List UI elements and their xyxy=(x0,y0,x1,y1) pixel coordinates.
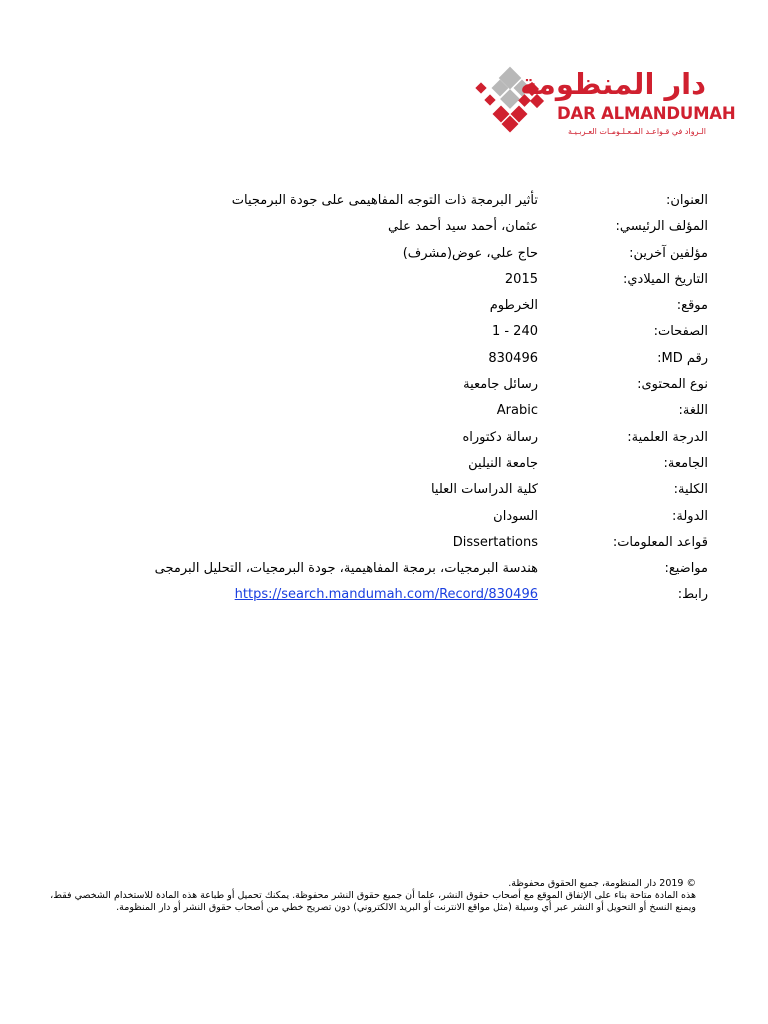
field-row-database xyxy=(0,530,768,556)
field-label: نوع المحتوى: xyxy=(637,377,708,393)
field-label: رقم MD: xyxy=(657,350,708,366)
field-value: Dissertations xyxy=(452,534,538,550)
field-value: 1 - 240 xyxy=(491,324,538,340)
field-label: موقع: xyxy=(676,298,708,314)
field-label: الدرجة العلمية: xyxy=(627,429,708,445)
field-value: تأثير البرمجة ذات التوجه المفاهيمى على جودة البرمجيات xyxy=(231,193,538,208)
usage-notice: هذه المادة متاحة بناء على الإتفاق الموقع مع أصحاب حقوق النشر، علما أن جميع حقوق النشر محفوظة. يمكنك تحميل أو طباعة هذه المادة للاستخدام الشخصي فقط، ويمنع النسخ أو التحويل أو النشر عبر أي وسيلة (مثل مواقع الانترنت أو البريد الالكتروني) دون تصريح خطي من أصحاب حقوق النشر أو دار المنظومة. xyxy=(50,890,696,913)
record-details xyxy=(0,188,768,609)
record-link[interactable]: https://search.mandumah.com/Record/830496 xyxy=(234,587,538,603)
field-label: الدولة: xyxy=(672,508,708,524)
field-row-title xyxy=(0,188,768,214)
field-label: الكلية: xyxy=(673,482,708,498)
field-label: مواضيع: xyxy=(664,561,708,577)
field-value: الخرطوم xyxy=(489,298,538,314)
field-label: العنوان: xyxy=(665,193,708,208)
field-label: قواعد المعلومات: xyxy=(612,534,708,550)
field-row-main-author xyxy=(0,214,768,240)
field-row-md-number xyxy=(0,346,768,372)
field-value: رسالة دكتوراه xyxy=(462,429,538,445)
field-value: Arabic xyxy=(496,403,538,419)
field-label: رابط: xyxy=(677,587,708,603)
field-row-location xyxy=(0,293,768,319)
field-label: الصفحات: xyxy=(653,324,708,340)
field-row-subjects xyxy=(0,556,768,582)
field-row-degree xyxy=(0,425,768,451)
field-row-content-type xyxy=(0,372,768,398)
field-label: اللغة: xyxy=(678,403,708,419)
field-value: هندسة البرمجيات، برمجة المفاهيمية، جودة البرمجيات، التحليل البرمجى xyxy=(154,561,538,577)
field-label: المؤلف الرئيسي: xyxy=(615,219,708,235)
field-row-link xyxy=(0,582,768,608)
field-value: 830496 xyxy=(488,350,538,366)
brand-name-arabic: دار المنظومة xyxy=(520,67,706,101)
field-row-country xyxy=(0,504,768,530)
field-label: مؤلفين آخرين: xyxy=(629,245,708,261)
copyright-line: © 2019 دار المنظومة، جميع الحقوق محفوظة. xyxy=(508,878,696,889)
field-row-date xyxy=(0,267,768,293)
field-label: التاريخ الميلادي: xyxy=(623,271,708,287)
field-value: رسائل جامعية xyxy=(463,377,538,393)
copyright-notice xyxy=(50,878,696,914)
field-label: الجامعة: xyxy=(663,455,708,471)
field-value: كلية الدراسات العليا xyxy=(430,482,538,498)
field-row-college xyxy=(0,477,768,503)
field-row-language xyxy=(0,398,768,424)
field-value: جامعة النيلين xyxy=(468,455,538,471)
brand-name-english: DAR ALMANDUMAH xyxy=(557,104,736,123)
field-value xyxy=(78,582,538,608)
brand-tagline: الـرواد في قـواعـد المـعـلـومـات العـربـيـة xyxy=(567,127,706,136)
field-row-pages xyxy=(0,319,768,345)
field-value: السودان xyxy=(493,508,538,524)
field-value: 2015 xyxy=(504,271,538,287)
field-value: عثمان، أحمد سيد أحمد علي xyxy=(388,219,538,235)
field-row-other-authors xyxy=(0,241,768,267)
field-row-university xyxy=(0,451,768,477)
field-value: حاج علي، عوض(مشرف) xyxy=(402,245,538,261)
